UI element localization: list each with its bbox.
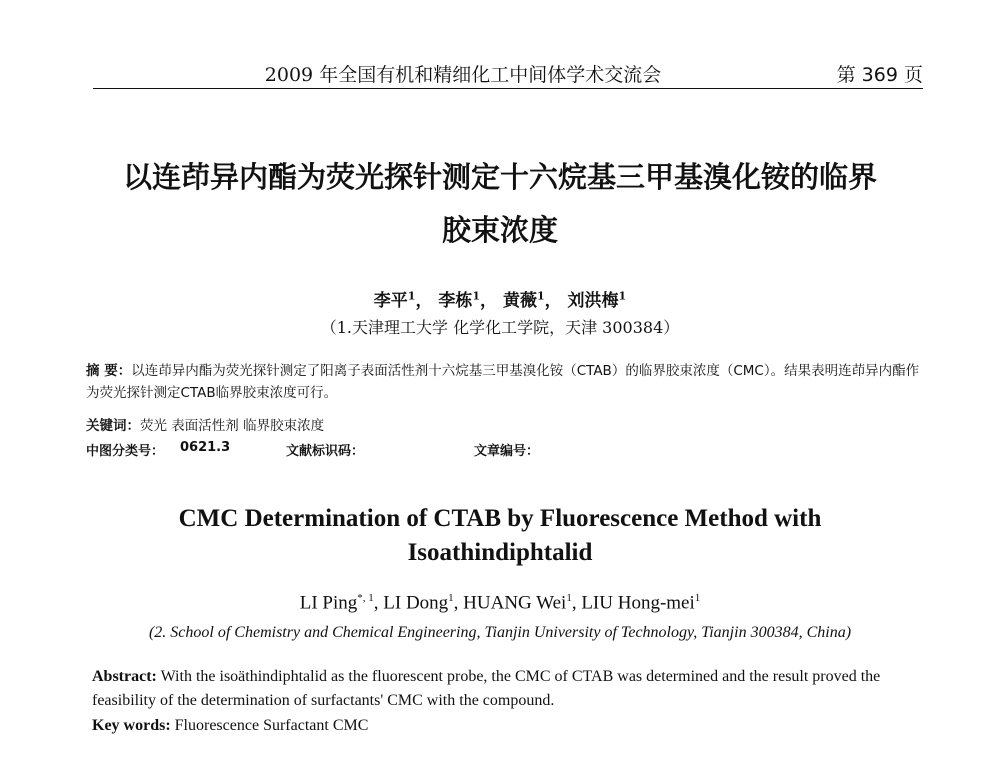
- author-name: LIU Hong-mei: [581, 592, 695, 614]
- english-affiliation: (2. School of Chemistry and Chemical Engineering, Tianjin University of Technology, Tianjin 300384, China): [148, 624, 852, 641]
- clc-label: 中图分类号：: [86, 444, 165, 459]
- english-keywords: [92, 717, 368, 735]
- english-keywords-label: Key words:: [92, 717, 171, 734]
- english-keywords-text: Fluorescence Surfactant CMC: [174, 717, 369, 734]
- chinese-title-line-1: 以连茚异内酯为荧光探针测定十六烷基三甲基溴化铵的临界: [122, 160, 877, 194]
- english-title-line-1: CMC Determination of CTAB by Fluorescence Method with: [178, 505, 822, 532]
- author-affiliation-mark: 1: [472, 289, 481, 303]
- author-affiliation-mark: 1: [407, 289, 416, 303]
- author-name: LI Ping: [299, 592, 358, 614]
- author-name: LI Dong: [383, 592, 449, 614]
- chinese-title-line-2: 胶束浓度: [441, 213, 558, 247]
- chinese-abstract-text: 以连茚异内酯为荧光探针测定了阳离子表面活性剂十六烷基三甲基溴化铵（CTAB）的临界胶束浓度（CMC）。结果表明连茚异内酯作为荧光探针测定CTAB临界胶束浓度可行。: [86, 363, 920, 401]
- chinese-abstract: [86, 360, 926, 404]
- english-authors: LI Ping$^{*, 1}$, LI Dong$^1$, HUANG Wei$^1$, LIU Hong-mei$^1$: [299, 592, 701, 614]
- author-affiliation-mark: 1: [566, 592, 572, 604]
- author-affiliation-mark: 1: [694, 592, 701, 604]
- author-affiliation-mark: 1: [536, 289, 545, 303]
- document-code-label: 文献标识码：: [286, 444, 365, 459]
- article-number-label: 文章编号：: [474, 444, 540, 459]
- chinese-keywords-text: 荧光 表面活性剂 临界胶束浓度: [140, 418, 325, 434]
- running-header: [93, 58, 923, 89]
- conference-name: 2009 年全国有机和精细化工中间体学术交流会: [264, 64, 662, 86]
- chinese-keywords: [86, 414, 324, 434]
- author-name: 李平: [373, 291, 408, 311]
- chinese-authors: 李平$^1$， 李栋$^1$， 黄薇$^1$， 刘洪梅$^1$: [373, 289, 627, 311]
- author-name: HUANG Wei: [463, 592, 567, 614]
- english-abstract: [92, 665, 928, 713]
- classification-line: [86, 440, 926, 460]
- author-affiliation-mark: 1: [448, 592, 454, 604]
- chinese-abstract-label: 摘 要：: [86, 363, 132, 379]
- english-abstract-label: Abstract:: [92, 668, 157, 685]
- author-name: 刘洪梅: [567, 291, 619, 311]
- chinese-keywords-label: 关键词：: [86, 418, 140, 434]
- author-affiliation-mark: *, 1: [357, 592, 374, 604]
- author-name: 李栋: [438, 291, 473, 311]
- clc-value: 0621.3: [180, 440, 231, 455]
- english-abstract-text: With the isoäthindiphtalid as the fluorescent probe, the CMC of CTAB was determined and the result proved the feasibility of the determination of surfactants' CMC with the compound.: [92, 668, 881, 709]
- page-number: 第 369 页: [836, 64, 923, 86]
- chinese-affiliation: （1.天津理工大学 化学化工学院，天津 300384）: [320, 318, 680, 337]
- author-affiliation-mark: 1: [618, 289, 627, 303]
- author-name: 黄薇: [502, 291, 537, 311]
- english-title-line-2: Isoathindiphtalid: [407, 539, 593, 566]
